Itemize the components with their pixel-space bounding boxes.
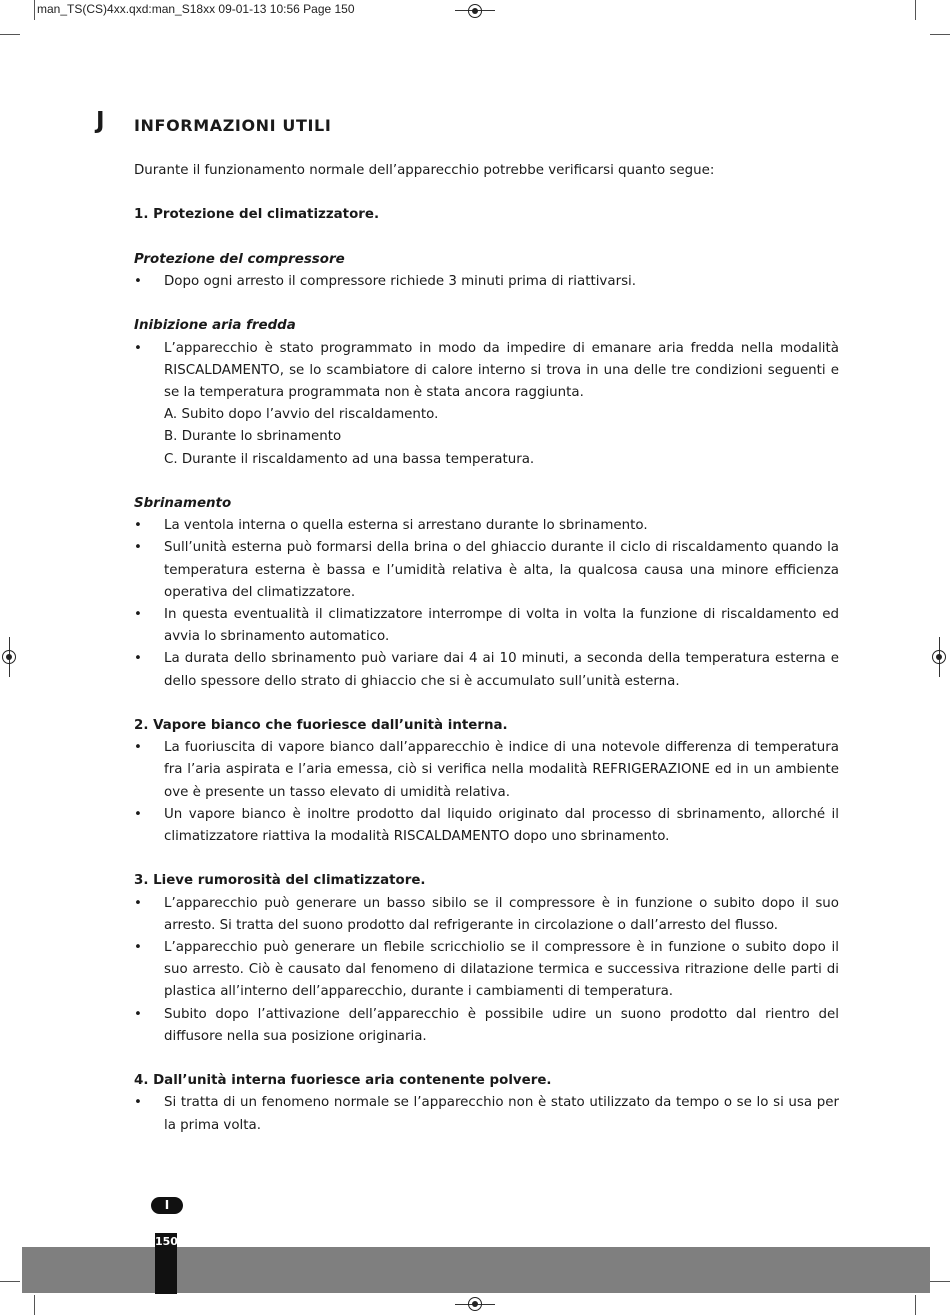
lettered-item: A. Subito dopo l’avvio del riscaldamento. (164, 407, 439, 423)
bullet-item: • Sull’unità esterna può formarsi della brina o del ghiaccio durante il ciclo di riscaldamento quando la temperatura esterna è bassa e l’umidità relativa è alta, la qualcosa causa una minore efficienza operativa del climatizzatore. (134, 537, 839, 604)
bullet-item: • L’apparecchio può generare un flebile scricchiolio se il compressore è in funzione o subito dopo il suo arresto. Ciò è causato dal fenomeno di dilatazione termica e successiva ritrazione delle parti di plastica all’interno dell’apparecchio, durante i cambiamenti di temperatura. (134, 937, 839, 1004)
section-heading: 4. Dall’unità interna fuoriesce aria contenente polvere. (134, 1073, 552, 1089)
registration-mark-icon (2, 650, 16, 664)
subsection-heading: Inibizione aria fredda (134, 318, 296, 334)
registration-mark-icon (468, 4, 482, 18)
bullet-list (134, 271, 839, 293)
section-heading: 1. Protezione del climatizzatore. (134, 207, 380, 223)
bullet-item: • Subito dopo l’attivazione dell’apparecchio è possibile udire un suono prodotto dal rientro del diffusore nella sua posizione originaria. (134, 1004, 839, 1048)
page-number: 150 (155, 1235, 178, 1248)
document-body (134, 160, 839, 1137)
bullet-list (134, 515, 839, 693)
bullet-item: • L’apparecchio è stato programmato in modo da impedire di emanare aria fredda nella modalità RISCALDAMENTO, se lo scambiatore di calore interno si trova in una delle tre condizioni seguenti e se la temperatura programmata non è stata ancora raggiunta. (134, 338, 839, 405)
bullet-item: • In questa eventualità il climatizzatore interrompe di volta in volta la funzione di riscaldamento ed avvia lo sbrinamento automatico. (134, 604, 839, 648)
bullet-item: • L’apparecchio può generare un basso sibilo se il compressore è in funzione o subito dopo il suo arresto. Si tratta del suono prodotto dal refrigerante in circolazione o dall’arresto del flusso. (134, 893, 839, 937)
print-slug: man_TS(CS)4xx.qxd:man_S18xx 09-01-13 10:56 Page 150 (37, 2, 355, 16)
bullet-list (134, 1092, 839, 1136)
crop-mark (34, 1295, 35, 1315)
bullet-item: • La durata dello sbrinamento può variare dai 4 ai 10 minuti, a seconda della temperatura esterna e dello spessore dello strato di ghiaccio che si è accumulato sull’unità esterna. (134, 648, 839, 692)
bullet-item: • Un vapore bianco è inoltre prodotto dal liquido originato dal processo di sbrinamento, allorché il climatizzatore riattiva la modalità RISCALDAMENTO dopo uno sbrinamento. (134, 804, 839, 848)
crop-mark (0, 1281, 20, 1282)
bullet-item: • Dopo ogni arresto il compressore richiede 3 minuti prima di riattivarsi. (134, 271, 839, 293)
bullet-item: • La ventola interna o quella esterna si arrestano durante lo sbrinamento. (134, 515, 839, 537)
bullet-list (134, 737, 839, 848)
bullet-item: • Si tratta di un fenomeno normale se l’apparecchio non è stato utilizzato da tempo o se lo si usa per la prima volta. (134, 1092, 839, 1136)
crop-mark (34, 0, 35, 20)
lettered-item: C. Durante il riscaldamento ad una bassa temperatura. (164, 451, 535, 467)
subsection-heading: Sbrinamento (134, 495, 232, 511)
language-badge: I (151, 1197, 183, 1214)
subsection-heading: Protezione del compressore (134, 251, 345, 267)
crop-mark (930, 1281, 950, 1282)
crop-mark (930, 34, 950, 35)
registration-mark-icon (468, 1297, 482, 1311)
crop-mark (0, 34, 20, 35)
section-heading: 3. Lieve rumorosità del climatizzatore. (134, 873, 426, 889)
chapter-letter: J (96, 108, 105, 134)
bullet-item: • La fuoriuscita di vapore bianco dall’apparecchio è indice di una notevole differenza di temperatura fra l’aria aspirata e l’aria emessa, ciò si verifica nella modalità REFRIGERAZIONE ed in un ambiente ove è presente un tasso elevato di umidità relativa. (134, 737, 839, 804)
crop-mark (915, 0, 916, 20)
chapter-title: INFORMAZIONI UTILI (134, 116, 332, 135)
registration-mark-icon (932, 650, 946, 664)
crop-mark (915, 1295, 916, 1315)
lettered-item: B. Durante lo sbrinamento (164, 429, 342, 445)
bullet-list (134, 338, 839, 405)
section-heading: 2. Vapore bianco che fuoriesce dall’unità interna. (134, 718, 508, 733)
bullet-list (134, 893, 839, 1048)
intro-paragraph: Durante il funzionamento normale dell’apparecchio potrebbe verificarsi quanto segue: (134, 163, 715, 178)
